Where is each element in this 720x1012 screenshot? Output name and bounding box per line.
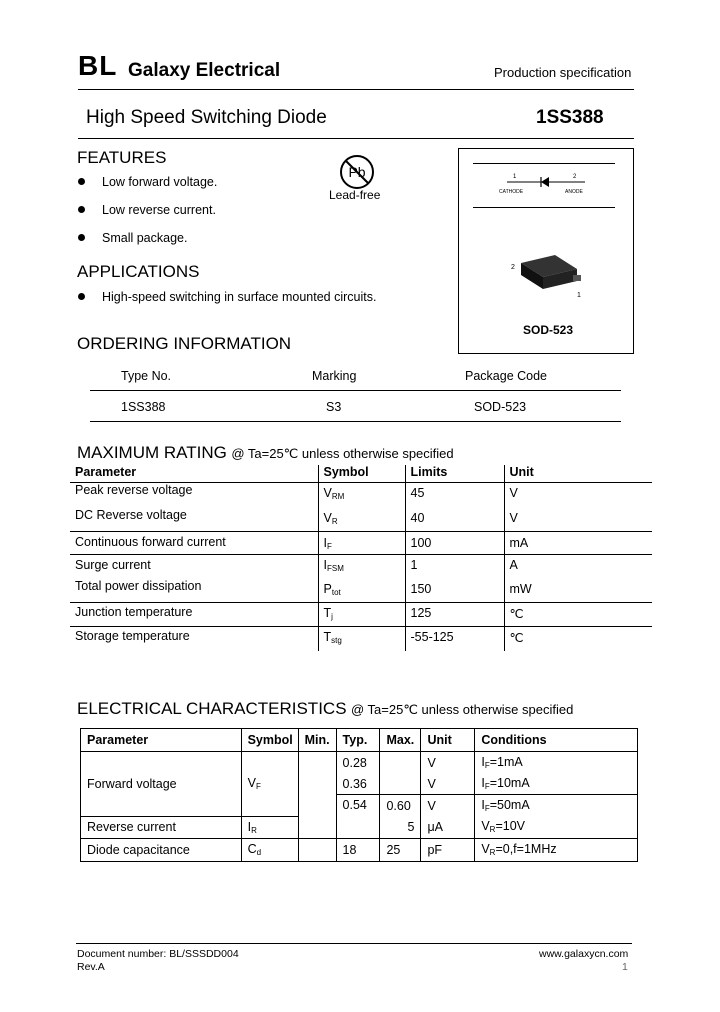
lead-free-label: Lead-free [329, 188, 381, 202]
col-parameter: Parameter [81, 729, 242, 752]
col-limits: Limits [405, 465, 504, 483]
page-number: 1 [622, 961, 628, 973]
pin1-number: 1 [513, 174, 517, 180]
sod523-package-icon [507, 249, 587, 305]
max-rating-condition: @ Ta=25℃ unless otherwise specified [231, 446, 454, 461]
website-link[interactable]: www.galaxycn.com [539, 948, 629, 960]
ordering-type-value: 1SS388 [121, 400, 166, 414]
max-rating-heading: MAXIMUM RATING [77, 443, 227, 462]
application-item: High-speed switching in surface mounted circuits. [78, 290, 376, 304]
col-conditions: Conditions [475, 729, 638, 752]
max-rating-table [70, 465, 652, 651]
col-max: Max. [380, 729, 421, 752]
bullet-icon [78, 293, 85, 300]
ordering-package-value: SOD-523 [474, 400, 527, 414]
table-header-row [70, 465, 652, 483]
bullet-icon [78, 234, 85, 241]
package-name: SOD-523 [523, 323, 574, 337]
applications-heading: APPLICATIONS [77, 262, 200, 281]
feature-item: Low forward voltage. [78, 175, 217, 189]
footer-rule [76, 943, 632, 944]
package-drawing-box [458, 148, 634, 354]
anode-label: ANODE [565, 189, 583, 195]
drawing-rule [473, 163, 615, 164]
electrical-title [77, 699, 573, 719]
company-logo-mark: BL [78, 50, 118, 81]
table-row: Diode capacitance $C_d$ 18 25 pF $V_R=0,f=1MHz$ [81, 838, 638, 861]
title-rule [78, 138, 634, 139]
product-title: High Speed Switching Diode [86, 107, 327, 128]
max-rating-title [77, 443, 454, 463]
col-typ: Typ. [336, 729, 380, 752]
table-row: Storage temperature $T_{stg}$ -55-125 ℃ [70, 627, 652, 651]
electrical-table [80, 728, 638, 862]
document-number: Document number: BL/SSSDD004 [77, 948, 239, 960]
col-symbol: Symbol [241, 729, 298, 752]
table-row: Forward voltage $V_F$ 0.28 V $I_F=1mA$ [81, 752, 638, 774]
package-pin2-label: 2 [511, 264, 515, 271]
diode-symbol-icon [497, 173, 597, 197]
ordering-marking-value: S3 [326, 400, 342, 414]
col-unit: Unit [421, 729, 475, 752]
table-row: Reverse current $I_R$ 5 μA $V_R=10V$ [81, 816, 638, 838]
revision: Rev.A [77, 961, 105, 973]
col-parameter: Parameter [70, 465, 318, 483]
feature-item: Small package. [78, 231, 187, 245]
doc-type: Production specification [494, 65, 632, 80]
ordering-heading: ORDERING INFORMATION [77, 334, 292, 353]
features-heading: FEATURES [77, 148, 167, 167]
table-row: Continuous forward current $I_F$ 100 mA [70, 532, 652, 555]
lead-free-symbol: Pb [348, 164, 366, 180]
lead-free-icon [337, 152, 377, 192]
ordering-header-marking: Marking [312, 369, 357, 383]
ordering-rule [90, 421, 621, 422]
electrical-condition: @ Ta=25℃ unless otherwise specified [350, 702, 574, 717]
table-row: Surge current $I_{FSM}$ 1 A [70, 555, 652, 579]
table-row: Total power dissipation $P_{tot}$ 150 mW [70, 579, 652, 603]
table-row: Peak reverse voltage $V_{RM}$ 45 V [70, 483, 652, 508]
table-row: DC Reverse voltage $V_R$ 40 V [70, 508, 652, 532]
part-number: 1SS388 [536, 107, 604, 128]
bullet-icon [78, 206, 85, 213]
table-row: 0.36 V $I_F=10mA$ [81, 773, 638, 795]
table-row: Junction temperature $T_j$ 125 ℃ [70, 603, 652, 627]
cathode-label: CATHODE [499, 189, 524, 195]
pin2-number: 2 [573, 174, 577, 180]
bullet-icon [78, 178, 85, 185]
col-min: Min. [298, 729, 336, 752]
company-name: Galaxy Electrical [128, 60, 281, 81]
package-pin1-label: 1 [577, 292, 581, 299]
col-symbol: Symbol [318, 465, 405, 483]
col-unit: Unit [504, 465, 652, 483]
header-rule [78, 89, 634, 90]
ordering-rule [90, 390, 621, 391]
drawing-rule [473, 207, 615, 208]
ordering-header-type: Type No. [121, 369, 172, 383]
ordering-header-package: Package Code [465, 369, 548, 383]
electrical-heading: ELECTRICAL CHARACTERISTICS [77, 699, 347, 718]
table-header-row [81, 729, 638, 752]
table-row: 0.54 0.60 V $I_F=50mA$ [81, 795, 638, 817]
feature-item: Low reverse current. [78, 203, 216, 217]
